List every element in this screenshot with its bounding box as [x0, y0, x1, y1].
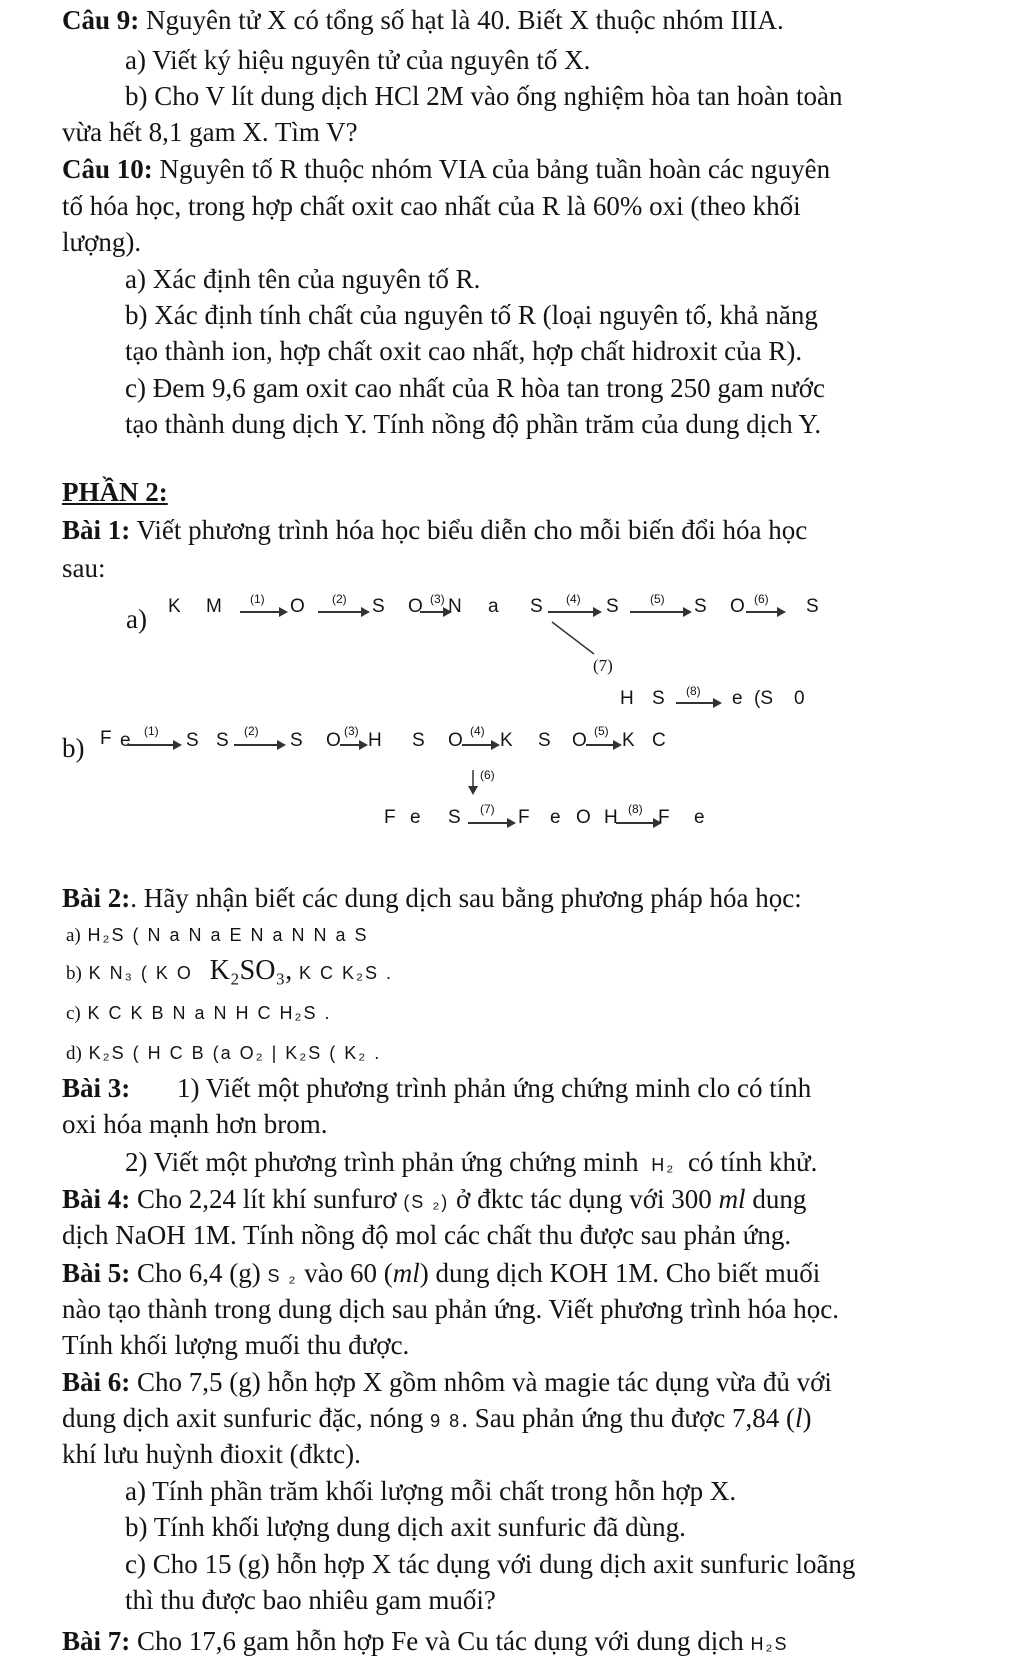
bai1-a-label: a) [126, 604, 147, 634]
arrow-num: (3) [344, 724, 359, 738]
bai6-t2b: . Sau phản ứng thu được 7,84 ( [461, 1403, 795, 1433]
arrow-num: (4) [566, 592, 581, 606]
bai5-t1unit: ml [392, 1258, 420, 1288]
scheme-b-token: S [290, 730, 303, 751]
bai5-t3: Tính khối lượng muối thu được. [62, 1330, 410, 1360]
arrow-num: (5) [650, 592, 665, 606]
bai6-line2 [62, 1402, 811, 1437]
scheme-a-token: S [372, 596, 385, 617]
scheme-b-row2: F [658, 807, 670, 828]
bai6-t2sym: 9 8 [430, 1411, 462, 1431]
bai2-line1 [62, 882, 802, 914]
bai6-line1 [62, 1366, 832, 1398]
scheme-b-token: K [622, 730, 635, 751]
bai6-title: Bài 6: [62, 1367, 131, 1397]
scheme-b-token: O [572, 730, 587, 751]
bai2-b [66, 954, 393, 990]
scheme-b-token: O [448, 730, 463, 751]
arrow-b7 [468, 822, 514, 824]
bai3-p1b: oxi hóa mạnh hơn brom. [62, 1109, 328, 1139]
bai3-title: Bài 3: [62, 1073, 131, 1103]
bai2-text: . Hãy nhận biết các dung dịch sau bằng phương pháp hóa học: [130, 883, 802, 913]
scheme-a-token: K [168, 596, 181, 617]
scheme-b-row2: O [576, 807, 591, 828]
bai6-t2c: ) [802, 1403, 812, 1433]
arrow-num: (1) [250, 592, 265, 606]
scheme-a-row2: e [732, 688, 743, 709]
scheme-b-row2: H [604, 807, 618, 828]
down-arrow [0, 0, 1024, 820]
scheme-a-token: a [488, 596, 499, 617]
scheme-a-row2: 0 [794, 688, 805, 709]
scheme-a-row2: (S [754, 688, 773, 709]
bai1-b-label: b) [62, 733, 85, 763]
bai4-line1 [62, 1183, 806, 1218]
bai4-t1a: Cho 2,24 lít khí sunfurơ [137, 1184, 397, 1214]
bai7-title: Bài 7: [62, 1626, 131, 1656]
scheme-a-token: S [694, 596, 707, 617]
arrow-num: (3) [430, 592, 445, 606]
bai4-t1c: dung [752, 1184, 807, 1214]
bai2-d-label: d) [66, 1043, 82, 1064]
bai6-t2a: dung dịch axit sunfuric đặc, nóng [62, 1403, 424, 1433]
bai6-t1: Cho 7,5 (g) hỗn hợp X gồm nhôm và magie tác dụng vừa đủ với [137, 1367, 832, 1397]
bai6-t2unit: l [794, 1403, 803, 1433]
scheme-b-row2: e [550, 807, 561, 828]
scheme-b-row2: e [694, 807, 705, 828]
scheme-a-token: O [730, 596, 745, 617]
scheme-b-token: K [500, 730, 513, 751]
scheme-a-token: S [606, 596, 619, 617]
cau9-b1: b) Cho V lít dung dịch HCl 2M vào ống nghiệm hòa tan hoàn toàn [125, 81, 843, 111]
arrow-num: (4) [470, 724, 485, 738]
scheme-a-token: S [530, 596, 543, 617]
bai2-b-label: b) [66, 963, 82, 984]
bai2-title: Bài 2: [62, 883, 131, 913]
bai7-sym: H₂S [750, 1634, 789, 1654]
bai2-a-label: a) [66, 925, 81, 946]
bai5-t1c: ) dung dịch KOH 1M. Cho biết muối [419, 1258, 821, 1288]
cau9-text: Nguyên tử X có tổng số hạt là 40. Biết X thuộc nhóm IIIA. [146, 5, 784, 35]
scheme-a-row2: S [652, 688, 665, 709]
scheme-b-token: S [412, 730, 425, 751]
cau10-text1: Nguyên tố R thuộc nhóm VIA của bảng tuần hoàn các nguyên [159, 154, 831, 184]
bai6-t3: khí lưu huỳnh đioxit (đktc). [62, 1439, 361, 1469]
branch-num: (7) [593, 656, 613, 675]
cau10-b2: tạo thành ion, hợp chất oxit cao nhất, hợp chất hidroxit của R). [125, 336, 803, 366]
scheme-b-token: C [652, 730, 666, 751]
cau10-title: Câu 10: [62, 154, 153, 184]
cau9-a: a) Viết ký hiệu nguyên tử của nguyên tố X. [125, 45, 591, 75]
bai1-text2: sau: [62, 553, 106, 583]
cau10-b1: b) Xác định tính chất của nguyên tố R (loại nguyên tố, khả năng [125, 300, 818, 330]
bai4-t2: dịch NaOH 1M. Tính nồng độ mol các chất thu được sau phản ứng. [62, 1220, 792, 1250]
scheme-b-row2: F [518, 807, 530, 828]
scheme-b-token: O [326, 730, 341, 751]
bai4-t1sym: (S ₂) [403, 1192, 450, 1212]
cau10-text2: tố hóa học, trong hợp chất oxit cao nhất của R là 60% oxi (theo khối [62, 191, 801, 221]
bai6-c1: c) Cho 15 (g) hỗn hợp X tác dụng với dung dịch axit sunfuric loãng [125, 1549, 856, 1579]
bai5-t1a: Cho 6,4 (g) [137, 1258, 261, 1288]
cau9-title: Câu 9: [62, 5, 140, 35]
bai1-title: Bài 1: [62, 515, 131, 545]
scheme-b-row2: e [410, 807, 421, 828]
scheme-b-token: F [100, 728, 112, 749]
cau10-a: a) Xác định tên của nguyên tố R. [125, 264, 481, 294]
scheme-b-token: S [186, 730, 199, 751]
cau10-text3: lượng). [62, 227, 142, 257]
bai3-p1a: 1) Viết một phương trình phản ứng chứng minh clo có tính [177, 1073, 812, 1103]
bai7-text: Cho 17,6 gam hỗn hợp Fe và Cu tác dụng với dung dịch [137, 1626, 744, 1656]
bai4-t1unit: ml [718, 1184, 746, 1214]
bai5-t2: nào tạo thành trong dung dịch sau phản ứng. Viết phương trình hóa học. [62, 1294, 840, 1324]
scheme-b-token: e [120, 730, 131, 751]
arrow-num: (5) [594, 724, 609, 738]
bai6-a: a) Tính phần trăm khối lượng mỗi chất trong hỗn hợp X. [125, 1476, 737, 1506]
bai6-b: b) Tính khối lượng dung dịch axit sunfuric đã dùng. [125, 1512, 686, 1542]
bai5-line1 [62, 1257, 820, 1292]
cau10-c2: tạo thành dung dịch Y. Tính nồng độ phần trăm của dung dịch Y. [125, 409, 822, 439]
scheme-b-token: S [216, 730, 229, 751]
scheme-a-token: S [806, 596, 819, 617]
bai4-t1b: ở đktc tác dụng với 300 [456, 1184, 712, 1214]
bai5-t1b: vào 60 ( [304, 1258, 393, 1288]
arrow-num: (8) [686, 684, 701, 698]
arrow-num: (7) [480, 802, 495, 816]
arrow-num: (1) [144, 724, 159, 738]
bai4-title: Bài 4: [62, 1184, 131, 1214]
scheme-a-token: O [290, 596, 305, 617]
section-heading-phan2: PHẦN 2: [62, 477, 168, 507]
arrow-num: (6) [480, 768, 495, 782]
bai2-b-text1: K N₃ ( K O [88, 963, 193, 983]
scheme-a-token: N [448, 596, 462, 617]
bai1-text1: Viết phương trình hóa học biểu diễn cho mỗi biến đổi hóa học [136, 515, 808, 545]
bai2-c-label: c) [66, 1003, 81, 1024]
arrow-num: (2) [244, 724, 259, 738]
bai2-d-text: K₂S ( H C B (a O₂ | K₂S ( K₂ . [88, 1043, 382, 1063]
bai7-line1 [62, 1625, 789, 1660]
bai2-b-text2: K₂SO₃, [209, 955, 293, 986]
bai2-b-text3: K C K₂S . [298, 963, 393, 983]
arrow-num: (8) [628, 802, 643, 816]
bai3-line1 [62, 1072, 811, 1104]
bai2-a [66, 916, 369, 952]
bai2-d [66, 1034, 381, 1070]
scheme-b-row2: F [384, 807, 396, 828]
scheme-b-token: S [538, 730, 551, 751]
cau10-c1: c) Đem 9,6 gam oxit cao nhất của R hòa tan trong 250 gam nước [125, 373, 825, 403]
scheme-a-row2: H [620, 688, 634, 709]
arrow-b8 [616, 822, 660, 824]
bai2-c [66, 994, 332, 1030]
bai6-c2: thì thu được bao nhiêu gam muối? [125, 1585, 496, 1615]
scheme-b-token: H [368, 730, 382, 751]
scheme-a-token: M [206, 596, 222, 617]
bai3-line3 [125, 1146, 817, 1181]
bai5-t1sym: S ₂ [267, 1266, 298, 1286]
scheme-b-row2: S [448, 807, 461, 828]
bai2-a-text: H₂S ( N a N a E N a N N a S [87, 925, 369, 945]
arrow-num: (6) [754, 592, 769, 606]
cau9-b2: vừa hết 8,1 gam X. Tìm V? [62, 117, 358, 147]
bai3-p2a: 2) Viết một phương trình phản ứng chứng minh [125, 1147, 639, 1177]
bai3-p2b: có tính khử. [688, 1147, 818, 1177]
scheme-a-token: O [408, 596, 423, 617]
arrow-num: (2) [332, 592, 347, 606]
bai3-p2sym: H₂ [651, 1155, 676, 1175]
bai2-c-text: K C K B N a N H C H₂S . [87, 1003, 332, 1023]
bai5-title: Bài 5: [62, 1258, 131, 1288]
